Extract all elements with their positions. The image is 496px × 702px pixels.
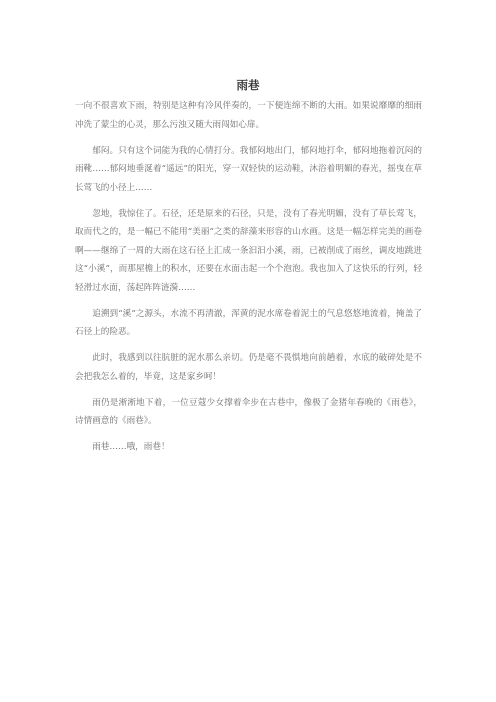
paragraph: 此时，我感到以往肮脏的泥水那么亲切。仍是毫不畏惧地向前趟着，水底的破碎处是不会把我怎么着的，毕竟，这是家乡呵！ — [75, 353, 422, 382]
paragraph: 雨仍是淅淅地下着，一位豆蔻少女撑着伞步在古巷中，像极了金猪年春晚的《雨巷》，诗情画意的《雨巷》。 — [75, 397, 422, 426]
paragraph: 一向不很喜欢下雨，特别是这种有冷风伴奏的，一下便连绵不断的大雨。如果说靡靡的细雨冲洗了蒙尘的心灵，那么污浊又随大雨闯如心扉。 — [75, 101, 422, 130]
paragraph: 追溯到“溪”之源头，水流不再清澈，浑黄的泥水席卷着泥土的气息悠悠地流着，掩盖了石径上的险恶。 — [75, 308, 422, 337]
paragraph: 忽地，我惊住了。石径，还是原来的石径，只是，没有了春光明媚，没有了草长莺飞，取而代之的，是一幅已不能用“美丽”之类的辞藻来形容的山水画。这是一幅怎样完美的画卷啊——继绵了一周的大雨在这石径上汇成一条汩汩小溪，雨，已被削成了雨丝，调皮地跳进这“小溪”，而那屋檐上的积水，还要在水面击起一个个泡泡。我也加入了这快乐的行列，轻轻滑过水面，荡起阵阵涟漪…… — [75, 208, 422, 293]
paragraph: 雨巷……哦，雨巷！ — [92, 442, 170, 452]
document-body — [75, 97, 422, 464]
document-title: 雨巷 — [236, 78, 260, 92]
paragraph: 郁闷。只有这个词能为我的心情打分。我郁闷地出门，郁闷地打伞，郁闷地拖着沉闷的雨靴……郁闷地垂涎着“遥远”的阳光，穿一双轻快的运动鞋，沐浴着明媚的春光，摇曳在草长莺飞的小径上…… — [75, 145, 422, 193]
